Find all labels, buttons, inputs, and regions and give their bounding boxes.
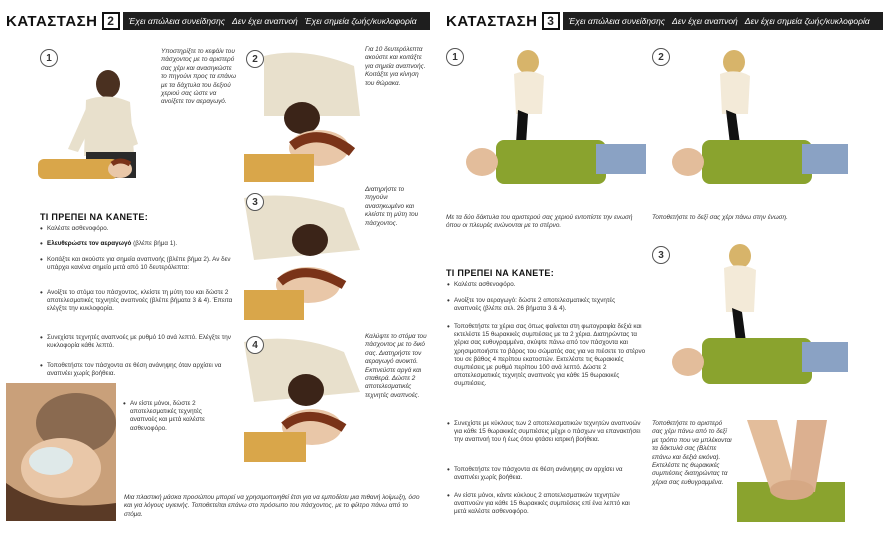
condition-3: Έχει σημεία ζωής/κυκλοφορία	[304, 16, 417, 26]
todo-text: (βλέπε βήμα 1).	[131, 240, 178, 247]
header-left	[6, 9, 430, 33]
condition-bar	[123, 12, 430, 30]
todo-item: • Καλέστε ασθενοφόρο.	[454, 281, 644, 289]
step3-caption: Διατηρήστε το πηγούνι ανασηκωμένο και κλείστε τη μύτη του πάσχοντος.	[365, 186, 419, 227]
step1-caption: Υποστηρίξτε το κεφάλι του πάσχοντος με το αριστερό σας χέρι και ανασηκώστε το πηγούνι προς τα επάνω με τα δάχτυλα του δεξιού χεριού σας ώστε να ανοίξετε τον αεραγωγό.	[161, 48, 237, 106]
todo-item: • Συνεχίστε με κύκλους των 2 αποτελεσματικών τεχνητών αναπνοών για κάθε 15 θωρακικές συμπιέσεις μέχρι ο πάσχων να επανακτήσει την αναπνοή του ή έως ότου φτάσει ιατρική βοήθεια.	[454, 420, 644, 445]
condition-bar	[563, 12, 883, 30]
todo-item: • Τοποθετήστε τον πάσχοντα σε θέση ανάνηψης αν αρχίσει να αναπνέει χωρίς βοήθεια.	[454, 466, 644, 482]
condition-2: Δεν έχει αναπνοή	[672, 16, 738, 26]
mask-footnote: Μια πλαστική μάσκα προσώπου μπορεί να χρησιμοποιηθεί έτσι για να εμποδίσει μια πιθανή λοίμωξη, όσο και για λόγους υγιεινής. Τοποθετείται επάνω στο πρόσωπο του πάσχοντος, με το φίλτρο πάνω από το στόμα.	[124, 494, 420, 518]
condition-2: Δεν έχει αναπνοή	[232, 16, 298, 26]
todo-bold: Ελευθερώστε τον αεραγωγό	[47, 240, 132, 247]
step-number-circle: 2	[652, 48, 670, 66]
cpr-step2-caption: Τοποθετήστε το δεξί σας χέρι πάνω στην ένωση.	[652, 214, 788, 221]
cpr-step3-photo	[652, 242, 848, 408]
cpr-step2-photo	[652, 44, 848, 204]
step2-caption: Για 10 δευτερόλεπτα ακούστε και κοιτάξτε για σημεία αναπνοής. Κοιτάξτε για κίνηση του θώρακα.	[365, 46, 426, 87]
step4-caption: Καλύψτε το στόμα του πάσχοντος με το δικό σας. Διατηρήστε τον αεραγωγό ανοικτό. Εκπνεύστε αργά και σταθερά. Δώστε 2 αποτελεσματικές τεχνητές αναπνοές.	[365, 333, 427, 399]
cpr-step1-photo	[446, 44, 646, 204]
todo-item: • Τοποθετήστε τα χέρια σας όπως φαίνεται στη φωτογραφία δεξιά και εκτελέστε 15 θωρακικές συμπιέσεις με τα 2 χέρια. Διατηρώντας τα χέρια σας ευθυγραμμένα, σκύψτε πάνω από τον πάσχοντα και χρησιμοποιήστε το βάρος του σώματός σας για να πιέσετε το στέρνο του σε βάθος 4 περίπου εκατοστών. Εκτελέστε τις θωρακικές συμπιέσεις με ρυθμό περίπου 100 ανά λεπτό. Δώστε 2 αποτελεσματικές τεχνητές αναπνοές για κάθε 15 θωρακικές συμπιέσεις.	[454, 323, 646, 389]
step2-photo	[244, 46, 360, 182]
page-left	[0, 0, 427, 535]
todo-item: • Κοιτάξτε και ακούστε για σημεία αναπνοής (βλέπε βήμα 2). Αν δεν υπάρχει κανένα σημείο μετά από 10 δευτερόλεπτα:	[47, 256, 232, 272]
todo-item: • Αν είστε μόνοι, κάντε κύκλους 2 αποτελεσματικών τεχνητών αναπνοών για κάθε 15 θωρακικές συμπιέσεις επί ένα λεπτό και μετά καλέστε ασθενοφόρο.	[454, 492, 644, 517]
situation-number: 2	[102, 12, 120, 30]
condition-1: Έχει απώλεια συνείδησης	[568, 16, 666, 26]
step3-photo	[244, 190, 360, 320]
step4-photo	[244, 332, 360, 462]
cpr-step3-caption: Τοποθετήστε το αριστερό σας χέρι πάνω από το δεξί με τρόπο που να μπλέκονται τα δάκτυλά σας (Βλέπε επάνω και δεξιά εικόνα). Εκτελέστε τις θωρακικές συμπιέσεις διατηρώντας τα χέρια σας ευθυγραμμένα.	[652, 420, 732, 486]
condition-3: Δεν έχει σημεία ζωής/κυκλοφορία	[744, 16, 870, 26]
todo-item: • Ανοίξτε το στόμα του πάσχοντος, κλείστε τη μύτη του και δώστε 2 αποτελεσματικές τεχνητές αναπνοές (βλέπε βήματα 3 & 4). Έπειτα ελέγξτε την κυκλοφορία.	[47, 289, 235, 314]
todo-item	[47, 240, 237, 248]
mask-photo	[6, 383, 116, 521]
step-number-circle: 3	[652, 246, 670, 264]
todo-item: • Ανοίξτε τον αεραγωγό: δώστε 2 αποτελεσματικές τεχνητές αναπνοές (βλέπε σελ. 26 βήματα 3 & 4).	[454, 297, 644, 313]
situation-number: 3	[542, 12, 560, 30]
header-title: ΚΑΤΑΣΤΑΣΗ	[446, 12, 538, 30]
todo-item: • Αν είστε μόνοι, δώστε 2 αποτελεσματικές τεχνητές αναπνοές και μετά καλέστε ασθενοφόρο.	[130, 400, 230, 433]
todo-heading: ΤΙ ΠΡΕΠΕΙ ΝΑ ΚΑΝΕΤΕ:	[40, 212, 149, 222]
step1-photo	[38, 44, 166, 190]
step-number-circle: 1	[446, 48, 464, 66]
step-number-circle: 3	[246, 193, 264, 211]
page-right	[432, 0, 870, 535]
condition-1: Έχει απώλεια συνείδησης	[128, 16, 226, 26]
step-number-circle: 2	[246, 50, 264, 68]
step-number-circle: 4	[246, 336, 264, 354]
cpr-step1-caption: Με τα δύο δάκτυλα του αριστερού σας χεριού εντοπίστε την ενωσή όπου οι πλευρές ενώνονται με το στέρνο.	[446, 214, 633, 230]
todo-item: • Τοποθετήστε τον πάσχοντα σε θέση ανάνηψης όταν αρχίσει να αναπνέει χωρίς βοήθεια.	[47, 362, 235, 378]
todo-heading: ΤΙ ΠΡΕΠΕΙ ΝΑ ΚΑΝΕΤΕ:	[446, 268, 555, 278]
hands-closeup-photo	[737, 420, 845, 522]
header-right	[446, 9, 883, 33]
todo-item: • Καλέστε ασθενοφόρο.	[47, 225, 237, 233]
step-number-circle: 1	[40, 49, 58, 67]
header-title: ΚΑΤΑΣΤΑΣΗ	[6, 12, 98, 30]
todo-item: • Συνεχίστε τεχνητές αναπνοές με ρυθμό 10 ανά λεπτό. Ελέγξτε την κυκλοφορία κάθε λεπτό.	[47, 334, 235, 350]
